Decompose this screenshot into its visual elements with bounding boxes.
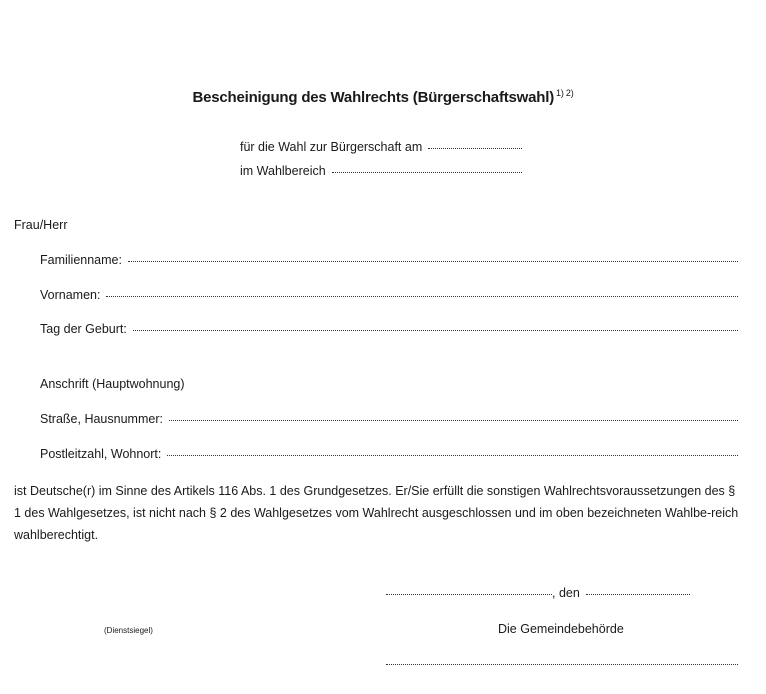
district-label: im Wahlbereich xyxy=(240,164,326,178)
signature-date-field[interactable] xyxy=(586,594,690,595)
street-field[interactable] xyxy=(169,420,738,421)
title-text: Bescheinigung des Wahlrechts (Bürgerschaftswahl) xyxy=(192,89,555,106)
birth-date-label: Tag der Geburt: xyxy=(40,322,127,336)
election-date-field[interactable] xyxy=(428,148,522,149)
first-names-line xyxy=(40,288,738,302)
authority-label: Die Gemeindebehörde xyxy=(498,622,624,636)
family-name-field[interactable] xyxy=(128,261,738,262)
postal-field[interactable] xyxy=(167,455,738,456)
title-footnotes: 1) 2) xyxy=(556,88,574,98)
election-date-line xyxy=(240,140,522,154)
street-line xyxy=(40,412,738,426)
postal-line xyxy=(40,447,738,461)
eligibility-paragraph: ist Deutsche(r) im Sinne des Artikels 116 Abs. 1 des Grundgesetzes. Er/Sie erfüllt die sonstigen Wahlrechtsvoraussetzungen des § 1 des Wahlgesetzes, ist nicht nach § 2 des Wahlgesetzes vom Wahlrecht ausgeschlossen und im oben bezeichneten Wahlbe-reich wahlberechtigt. xyxy=(14,484,739,542)
place-date-line xyxy=(386,586,690,600)
seal-label: (Dienstsiegel) xyxy=(104,626,153,635)
family-name-label: Familienname: xyxy=(40,253,122,267)
first-names-label: Vornamen: xyxy=(40,288,101,302)
birth-date-line xyxy=(40,322,738,336)
address-heading: Anschrift (Hauptwohnung) xyxy=(40,377,185,391)
place-field[interactable] xyxy=(386,594,552,595)
election-date-label: für die Wahl zur Bürgerschaft am xyxy=(240,140,423,154)
date-separator: , den xyxy=(552,586,580,600)
district-field[interactable] xyxy=(332,172,522,173)
postal-label: Postleitzahl, Wohnort: xyxy=(40,447,162,461)
first-names-field[interactable] xyxy=(106,296,738,297)
signature-line[interactable] xyxy=(386,664,738,665)
birth-date-field[interactable] xyxy=(133,330,738,331)
salutation: Frau/Herr xyxy=(14,218,68,232)
family-name-line xyxy=(40,253,738,267)
document-title xyxy=(0,88,766,106)
street-label: Straße, Hausnummer: xyxy=(40,412,163,426)
district-line xyxy=(240,164,522,178)
